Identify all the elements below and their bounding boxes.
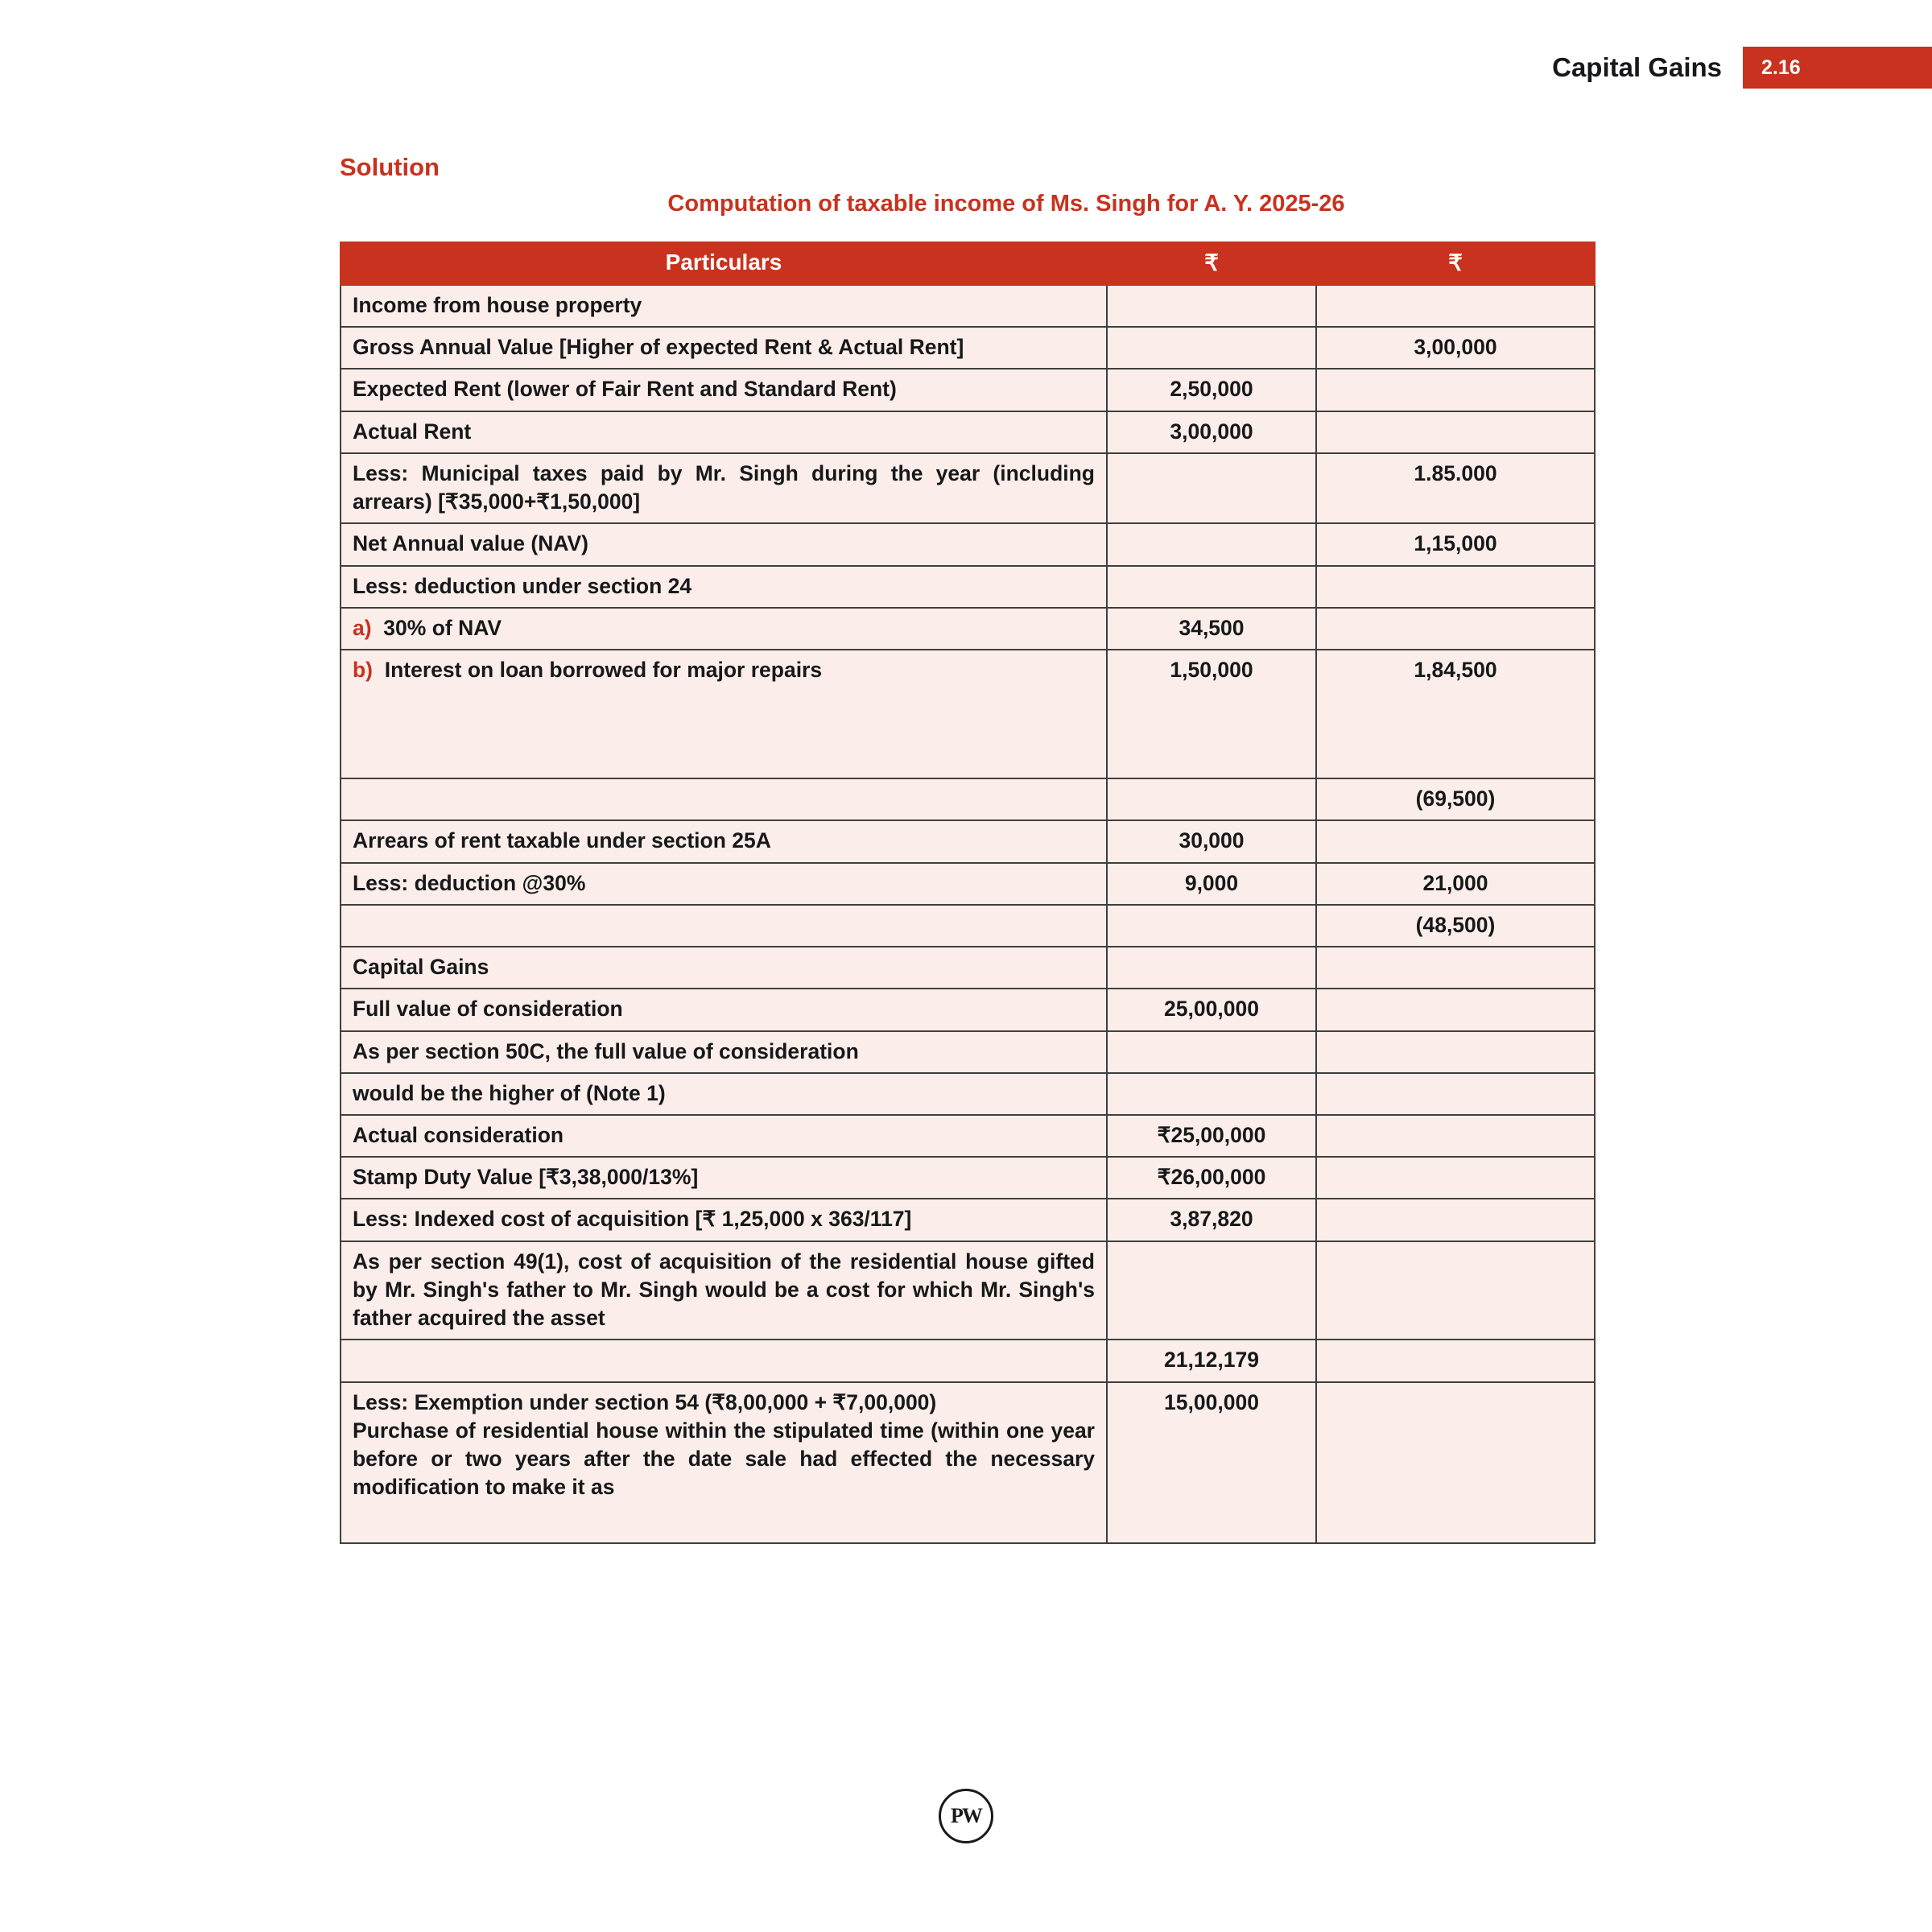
cell-amount-1 xyxy=(1107,566,1316,608)
cell-amount-2 xyxy=(1316,1241,1595,1340)
cell-amount-2 xyxy=(1316,1073,1595,1115)
cell-particulars xyxy=(341,650,1107,778)
cell-amount-1 xyxy=(1107,453,1316,523)
cell-amount-1: 2,50,000 xyxy=(1107,369,1316,411)
table-row xyxy=(341,285,1595,327)
cell-amount-1 xyxy=(1107,327,1316,369)
column-header-particulars: Particulars xyxy=(341,242,1107,285)
cell-text: Purchase of residential house within the stipulated time (within one year before or two years after the date sale had effected the necessary modification to make it as xyxy=(353,1418,1095,1500)
cell-amount-2 xyxy=(1316,1115,1595,1157)
cell-amount-2 xyxy=(1316,566,1595,608)
cell-amount-1 xyxy=(1107,285,1316,327)
table-row xyxy=(341,1241,1595,1340)
cell-amount-2: (69,500) xyxy=(1316,778,1595,820)
cell-amount-1 xyxy=(1107,1031,1316,1073)
cell-text: Less: Exemption under section 54 (₹8,00,000 + ₹7,00,000) xyxy=(353,1389,937,1414)
cell-amount-2 xyxy=(1316,947,1595,989)
cell-amount-1 xyxy=(1107,1073,1316,1115)
cell-particulars xyxy=(341,778,1107,820)
column-header-amount-1: ₹ xyxy=(1107,242,1316,285)
cell-amount-1: 25,00,000 xyxy=(1107,989,1316,1030)
column-header-amount-2: ₹ xyxy=(1316,242,1595,285)
cell-particulars: Full value of consideration xyxy=(341,989,1107,1030)
cell-particulars: Arrears of rent taxable under section 25A xyxy=(341,820,1107,862)
table-row xyxy=(341,1073,1595,1115)
cell-particulars: Less: deduction @30% xyxy=(341,863,1107,905)
cell-amount-1 xyxy=(1107,523,1316,565)
cell-amount-2: 21,000 xyxy=(1316,863,1595,905)
table-caption: Computation of taxable income of Ms. Singh for A. Y. 2025-26 xyxy=(667,191,1345,217)
table-row xyxy=(341,905,1595,947)
table-row xyxy=(341,650,1595,778)
cell-text: 30% of NAV xyxy=(383,615,502,640)
table-row xyxy=(341,327,1595,369)
table-row xyxy=(341,820,1595,862)
table-row xyxy=(341,1340,1595,1381)
table-row xyxy=(341,1031,1595,1073)
cell-amount-1: 30,000 xyxy=(1107,820,1316,862)
cell-particulars: Stamp Duty Value [₹3,38,000/13%] xyxy=(341,1157,1107,1199)
table-row xyxy=(341,566,1595,608)
table-row xyxy=(341,989,1595,1030)
cell-particulars xyxy=(341,608,1107,650)
page-header xyxy=(1552,47,1932,89)
table-row xyxy=(341,369,1595,411)
cell-amount-2 xyxy=(1316,411,1595,453)
cell-amount-1: 3,87,820 xyxy=(1107,1199,1316,1241)
cell-amount-2: 1,15,000 xyxy=(1316,523,1595,565)
page-number-badge xyxy=(1743,47,1932,89)
cell-text: Interest on loan borrowed for major repairs xyxy=(384,658,823,683)
cell-particulars: Gross Annual Value [Higher of expected Rent & Actual Rent] xyxy=(341,327,1107,369)
cell-amount-2: 1,84,500 xyxy=(1316,650,1595,778)
solution-label: Solution xyxy=(340,153,440,181)
table-body xyxy=(341,285,1595,1543)
cell-particulars xyxy=(341,1340,1107,1381)
cell-amount-2 xyxy=(1316,1199,1595,1241)
cell-amount-2: 3,00,000 xyxy=(1316,327,1595,369)
cell-particulars: Actual Rent xyxy=(341,411,1107,453)
cell-particulars: As per section 50C, the full value of consideration xyxy=(341,1031,1107,1073)
cell-particulars: Less: deduction under section 24 xyxy=(341,566,1107,608)
footer-logo-text: PW xyxy=(951,1804,981,1827)
table-header-row xyxy=(341,242,1595,285)
table-row xyxy=(341,863,1595,905)
page-number: 2.16 xyxy=(1761,56,1801,79)
cell-amount-2 xyxy=(1316,608,1595,650)
cell-particulars: Capital Gains xyxy=(341,947,1107,989)
cell-amount-1: 15,00,000 xyxy=(1107,1382,1316,1543)
table-row xyxy=(341,1115,1595,1157)
cell-particulars: Expected Rent (lower of Fair Rent and Standard Rent) xyxy=(341,369,1107,411)
cell-amount-2 xyxy=(1316,285,1595,327)
cell-amount-1: 3,00,000 xyxy=(1107,411,1316,453)
cell-particulars: Income from house property xyxy=(341,285,1107,327)
cell-amount-1: ₹25,00,000 xyxy=(1107,1115,1316,1157)
table-row xyxy=(341,453,1595,523)
cell-amount-1: 21,12,179 xyxy=(1107,1340,1316,1381)
table-row xyxy=(341,1199,1595,1241)
cell-amount-2 xyxy=(1316,369,1595,411)
list-marker: a) xyxy=(353,615,384,640)
cell-amount-1: ₹26,00,000 xyxy=(1107,1157,1316,1199)
table-row xyxy=(341,1157,1595,1199)
cell-particulars: Less: Indexed cost of acquisition [₹ 1,25,000 x 363/117] xyxy=(341,1199,1107,1241)
cell-amount-1 xyxy=(1107,947,1316,989)
table-row xyxy=(341,411,1595,453)
cell-amount-2 xyxy=(1316,820,1595,862)
cell-amount-2 xyxy=(1316,1382,1595,1543)
cell-amount-2 xyxy=(1316,1340,1595,1381)
cell-particulars: would be the higher of (Note 1) xyxy=(341,1073,1107,1115)
cell-amount-2 xyxy=(1316,1157,1595,1199)
cell-particulars: Actual consideration xyxy=(341,1115,1107,1157)
cell-amount-1: 9,000 xyxy=(1107,863,1316,905)
computation-table-wrapper xyxy=(340,242,1594,1544)
cell-particulars xyxy=(341,1382,1107,1543)
table-header xyxy=(341,242,1595,285)
cell-amount-1 xyxy=(1107,778,1316,820)
cell-amount-1 xyxy=(1107,905,1316,947)
cell-particulars: Less: Municipal taxes paid by Mr. Singh during the year (including arrears) [₹35,000+₹1,50,000] xyxy=(341,453,1107,523)
table-row xyxy=(341,947,1595,989)
table-row xyxy=(341,1382,1595,1543)
header-title: Capital Gains xyxy=(1552,52,1722,82)
cell-amount-2: 1.85.000 xyxy=(1316,453,1595,523)
table-row xyxy=(341,778,1595,820)
computation-table xyxy=(340,242,1596,1544)
cell-amount-2 xyxy=(1316,1031,1595,1073)
cell-particulars: As per section 49(1), cost of acquisition of the residential house gifted by Mr. Singh's father to Mr. Singh would be a cost for which Mr. Singh's father acquired the asset xyxy=(341,1241,1107,1340)
footer-logo xyxy=(939,1789,993,1843)
table-row xyxy=(341,523,1595,565)
cell-amount-2 xyxy=(1316,989,1595,1030)
list-marker: b) xyxy=(353,658,385,683)
cell-amount-1 xyxy=(1107,1241,1316,1340)
cell-particulars xyxy=(341,905,1107,947)
table-row xyxy=(341,608,1595,650)
cell-amount-2: (48,500) xyxy=(1316,905,1595,947)
cell-amount-1: 34,500 xyxy=(1107,608,1316,650)
cell-particulars: Net Annual value (NAV) xyxy=(341,523,1107,565)
cell-amount-1: 1,50,000 xyxy=(1107,650,1316,778)
